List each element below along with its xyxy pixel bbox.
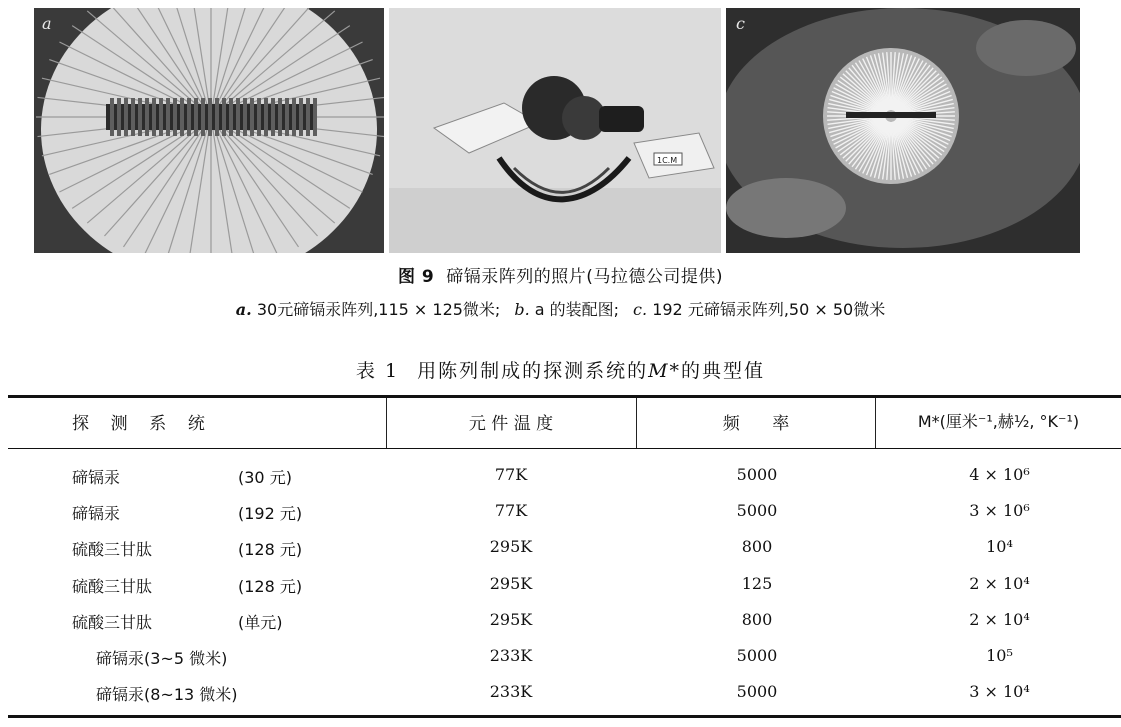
photo-a-image (34, 8, 384, 253)
figure-title: 碲镉汞阵列的照片(马拉德公司提供) (446, 267, 723, 287)
photo-a-element (173, 98, 177, 136)
cell-temperature: 233K (489, 646, 533, 665)
cell-m-star: 2 × 10⁴ (969, 574, 1030, 593)
photo-a-element (243, 98, 247, 136)
table-number: 表 1 (355, 360, 400, 382)
cell-m-star: 10⁵ (986, 646, 1013, 665)
cell-system: 碲镉汞 (72, 468, 121, 487)
photo-a-element (208, 98, 212, 136)
photo-a-element (299, 98, 303, 136)
cell-temperature: 233K (489, 682, 533, 701)
cell-frequency: 125 (741, 574, 773, 593)
header-system: 探 测 系 统 (72, 414, 205, 434)
photo-a-element (285, 98, 289, 136)
table-row (8, 465, 1121, 501)
caption-b-text: a 的装配图; (534, 300, 620, 319)
photo-a-element (166, 98, 170, 136)
photo-b-chip-label: 1C.M (657, 156, 678, 165)
table-row (8, 610, 1121, 646)
photo-a-element (131, 98, 135, 136)
photo-a-element (180, 98, 184, 136)
photo-a-element (264, 98, 268, 136)
cell-temperature: 77K (494, 501, 528, 520)
cell-system: 碲镉汞 (72, 504, 121, 523)
photo-a-30-element-array (34, 8, 384, 253)
caption-b-label: b. (514, 300, 530, 319)
table-title-suffix: 的典型值 (681, 360, 766, 382)
cell-system: 硫酸三甘肽 (72, 613, 153, 632)
photo-a-element (278, 98, 282, 136)
figure-caption-title (0, 262, 1121, 287)
cell-frequency: 800 (741, 610, 773, 629)
table-row (8, 646, 1121, 682)
cell-temperature: 77K (494, 465, 528, 484)
figure-9-photos (34, 8, 1080, 253)
photo-a-element (313, 98, 317, 136)
table-title-prefix: 用陈列制成的探测系统的 (417, 360, 649, 382)
photo-c-192-element-array (726, 8, 1080, 253)
photo-a-element (250, 98, 254, 136)
header-m-star: M*(厘米⁻¹,赫½, °K⁻¹) (917, 412, 1080, 431)
photo-a-element (271, 98, 275, 136)
cell-frequency: 5000 (736, 465, 778, 484)
photo-a-element (194, 98, 198, 136)
photo-c-image (726, 8, 1080, 253)
cell-system: 碲镉汞(3~5 微米) (96, 649, 228, 668)
table-title-symbol: M* (648, 360, 682, 382)
cell-system: 碲镉汞(8~13 微米) (96, 685, 238, 704)
caption-c-text: 192 元碲镉汞阵列,50 × 50微米 (652, 300, 886, 319)
caption-a-text: 30元碲镉汞阵列,115 × 125微米; (256, 300, 501, 319)
cell-m-star: 10⁴ (986, 537, 1013, 556)
cell-frequency: 5000 (736, 682, 778, 701)
figure-caption-legend (0, 297, 1121, 320)
photo-a-element (306, 98, 310, 136)
table-bottom-rule (8, 715, 1121, 718)
cell-m-star: 3 × 10⁴ (969, 682, 1030, 701)
table-header-rule (8, 448, 1121, 449)
cell-m-star: 2 × 10⁴ (969, 610, 1030, 629)
cell-element-count: (单元) (238, 613, 283, 632)
photo-a-element (110, 98, 114, 136)
photo-a-element (138, 98, 142, 136)
photo-b-image (389, 8, 721, 253)
photo-a-element (145, 98, 149, 136)
photo-a-element (117, 98, 121, 136)
caption-a-label: a. (235, 300, 252, 319)
header-element-temperature: 元 件 温 度 (468, 414, 554, 434)
cell-element-count: (128 元) (238, 577, 303, 596)
cell-temperature: 295K (489, 610, 533, 629)
cell-element-count: (30 元) (238, 468, 292, 487)
cell-frequency: 5000 (736, 501, 778, 520)
figure-number: 图 9 (397, 267, 435, 287)
cell-frequency: 800 (741, 537, 773, 556)
photo-a-element (257, 98, 261, 136)
photo-a-element (222, 98, 226, 136)
cell-element-count: (192 元) (238, 504, 303, 523)
cell-temperature: 295K (489, 537, 533, 556)
cell-element-count: (128 元) (238, 540, 303, 559)
header-frequency: 频 率 (722, 414, 790, 434)
cell-system: 硫酸三甘肽 (72, 540, 153, 559)
photo-a-element (159, 98, 163, 136)
table-row (8, 574, 1121, 610)
photo-a-element (292, 98, 296, 136)
cell-m-star: 3 × 10⁶ (969, 501, 1030, 520)
cell-temperature: 295K (489, 574, 533, 593)
table-row (8, 501, 1121, 537)
table-top-rule (8, 395, 1121, 398)
photo-a-element (229, 98, 233, 136)
table-1 (8, 395, 1121, 719)
caption-c-label: c. (633, 300, 648, 319)
table-row (8, 682, 1121, 718)
photo-a-element (215, 98, 219, 136)
cell-frequency: 5000 (736, 646, 778, 665)
photo-b-assembly (389, 8, 721, 253)
table-1-title (0, 356, 1121, 383)
photo-c-letter: c (736, 14, 745, 33)
photo-a-element (187, 98, 191, 136)
photo-a-letter: a (42, 14, 52, 33)
photo-a-element (201, 98, 205, 136)
photo-a-element (236, 98, 240, 136)
table-row (8, 537, 1121, 573)
cell-m-star: 4 × 10⁶ (969, 465, 1030, 484)
photo-a-element (152, 98, 156, 136)
cell-system: 硫酸三甘肽 (72, 577, 153, 596)
photo-a-element (124, 98, 128, 136)
